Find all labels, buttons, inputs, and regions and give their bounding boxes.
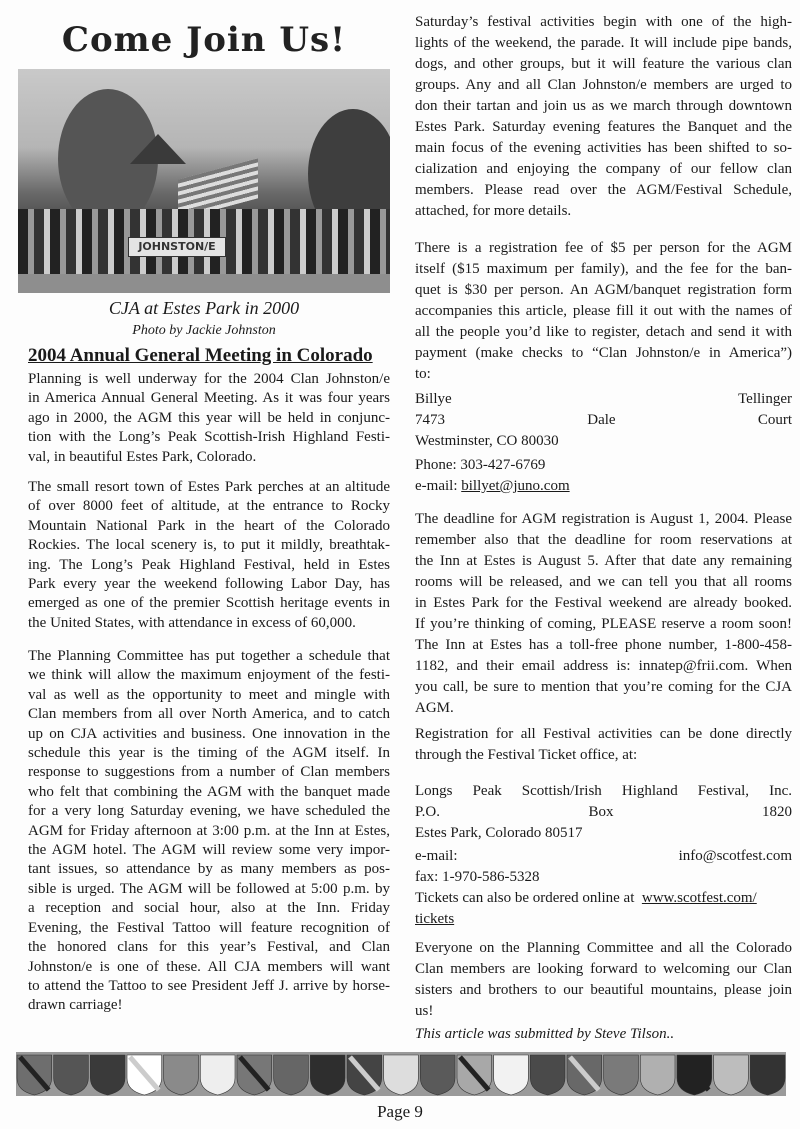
text-line: Saturday’s festival activities begin with one of the high- — [415, 14, 792, 30]
text-line: Mountain National Park in the heart of the Colorado — [28, 517, 390, 534]
text-line: The small resort town of Estes Park perches at an altitude — [28, 479, 390, 495]
clan-shield-icon — [310, 1055, 345, 1095]
text-line: who felt that combining the AGM with the banquet made — [28, 783, 390, 800]
paragraph — [28, 478, 390, 633]
text-line: There is a registration fee of $5 per person for the AGM — [415, 240, 792, 256]
text-line: the Inn at Estes is August 5. After that date any remaining — [415, 553, 792, 569]
text-line: payment (make checks to “Clan Johnston/e in America”) — [415, 345, 792, 361]
tickets-text: Tickets can also be ordered online at — [415, 890, 635, 906]
text-line: Estes Park, Colorado 80517 — [415, 825, 583, 841]
text-line: AGM. — [415, 700, 454, 716]
text-line: drawn carriage! — [28, 997, 123, 1014]
text-line: 1182, and their email address is: innatep@frii.com. When — [415, 658, 792, 674]
clan-shield-icon — [714, 1055, 749, 1095]
paragraph — [415, 509, 792, 719]
text-line: remember also that the deadline for room reservations at — [415, 532, 792, 548]
text-line: fax: 1-970-586-5328 — [415, 869, 540, 885]
photo-caption: CJA at Estes Park in 2000 — [108, 298, 300, 318]
text-line: response to suggestions from a number of Clan members — [28, 764, 390, 781]
scotfest-link[interactable]: www.scotfest.com/ — [641, 890, 757, 906]
text-line: to attend the Tattoo to see President Jeff J. arrive by horse- — [28, 977, 390, 994]
text-line: main focus of the evening activities has been shifted to so- — [415, 140, 792, 156]
paragraph — [28, 647, 390, 1016]
page-number: Page 9 — [377, 1102, 423, 1121]
text-line: AGM for Friday afternoon at 3:00 p.m. at the Inn at Estes, — [28, 822, 390, 839]
text-line — [415, 888, 792, 909]
text-line: you call, be sure to mention that you’re coming for the CJA — [415, 679, 792, 695]
text-line: Westminster, CO 80030 — [415, 433, 559, 449]
text-line: schedule this year is the timing of the AGM itself. In — [28, 745, 390, 762]
paragraph — [28, 370, 390, 467]
text-line: Clan members from all over North America, and to catch — [28, 706, 390, 723]
text-line: tant issues, so attendance by as many members as pos- — [28, 861, 390, 878]
text-line: lights of the weekend, the parade. It will include pipe bands, — [415, 35, 792, 51]
text-line: all the people you’d like to register, detach and send it with — [415, 324, 792, 340]
text-line: Longs Peak Scottish/Irish Highland Festival, Inc. — [415, 783, 792, 799]
text-line: us! — [415, 1003, 434, 1019]
text-line: Billye Tellinger — [415, 391, 792, 407]
text-line: to: — [415, 366, 431, 382]
text-line: a reception and social hour, also at the Inn. Friday — [28, 900, 390, 917]
text-line: Planning is well underway for the 2004 Clan Johnston/e — [28, 371, 390, 387]
text-line: 7473 Dale Court — [415, 412, 792, 428]
text-line: Park every year the weekend following Labor Day, has — [28, 576, 390, 593]
text-line: the United States, with attendance in excess of 60,000. — [28, 614, 356, 631]
text-line: rooms will be released, and we can tell you that all rooms — [415, 574, 792, 590]
text-line: val, in beautiful Estes Park, Colorado. — [28, 448, 257, 465]
parade-photo — [18, 69, 390, 293]
photo-credit: Photo by Jackie Johnston — [132, 323, 276, 338]
clan-shield-icon — [274, 1055, 309, 1095]
text-line: members. Please read over the AGM/Festival Schedule, — [415, 182, 792, 198]
text-line: Phone: 303-427-6769 — [415, 457, 546, 473]
text-line: Evening, the Festival Tattoo will feature recognition of — [28, 919, 390, 936]
text-line: quet is $30 per person. An AGM/banquet registration form — [415, 282, 792, 298]
johnston-banner: JOHNSTON/E — [128, 237, 226, 257]
text-line: Everyone on the Planning Committee and all the Colorado — [415, 940, 792, 956]
paragraph — [415, 938, 792, 1022]
clan-shield-icon — [604, 1055, 639, 1095]
page-title: Come Join Us! — [61, 20, 347, 60]
clan-shield-icon — [164, 1055, 199, 1095]
text-line: groups. Any and all Clan Johnston/e members are urged to — [415, 77, 792, 93]
paragraph — [415, 846, 792, 888]
text-line: attached, for more details. — [415, 203, 572, 219]
text-line: in America Annual General Meeting. As it was four years — [28, 390, 390, 407]
text-line: we think will allow the maximum enjoyment of the festi- — [28, 667, 390, 684]
text-line: val as well as the opportunity to meet and mingle with — [28, 686, 390, 703]
text-line: If you’re thinking of coming, PLEASE reserve a room soon! — [415, 616, 792, 632]
text-line: sisters and brothers to our beautiful mountains, please join — [415, 982, 792, 998]
text-line: in Estes Park for the Festival weekend are already booked. — [415, 595, 792, 611]
clan-shield-icon — [530, 1055, 565, 1095]
text-line: the honored clans for this year’s Festival, and Clan — [28, 939, 390, 956]
scotfest-link-cont[interactable]: tickets — [415, 911, 455, 927]
text-line: Rockies. The local scenery is, to put it mildly, breathtak- — [28, 537, 390, 554]
clan-shield-icon — [640, 1055, 675, 1095]
clan-shield-icon — [420, 1055, 455, 1095]
text-line: Estes Park. Saturday evening features the Banquet and the — [415, 119, 792, 135]
text-line: Clan members are looking forward to welcoming our Clan — [415, 961, 792, 977]
text-line: The deadline for AGM registration is August 1, 2004. Please — [415, 511, 792, 527]
text-line: ago in 2000, the AGM this year will be held in conjunc- — [28, 409, 390, 426]
clan-shield-icon — [494, 1055, 529, 1095]
clan-shield-icon — [200, 1055, 235, 1095]
text-line: accompanies this article, please fill it out with the names of — [415, 303, 792, 319]
email-line — [415, 476, 792, 497]
text-line: dogs, and other groups, but it will feature the various clan — [415, 56, 792, 72]
text-line: through the Festival Ticket office, at: — [415, 747, 638, 763]
text-line: cialization and enjoying the company of our fellow clan — [415, 161, 792, 177]
clan-shield-icon — [750, 1055, 785, 1095]
clan-shield-icon — [54, 1055, 89, 1095]
clan-shield-icon — [384, 1055, 419, 1095]
text-line: Johnston/e is one of these. All CJA members will want — [28, 958, 390, 975]
clan-shields-banner — [16, 1052, 786, 1096]
text-line: P.O. Box 1820 — [415, 804, 792, 820]
text-line — [415, 909, 792, 930]
text-line: don their tartan and join us as we march through downtown — [415, 98, 792, 114]
paragraph — [415, 455, 792, 476]
email-link[interactable]: billyet@juno.com — [461, 478, 570, 494]
paragraph — [415, 238, 792, 385]
text-line: Registration for all Festival activities can be done directly — [415, 726, 792, 742]
article-heading: 2004 Annual General Meeting in Colorado — [28, 345, 373, 366]
text-line: for a very long Saturday evening, we have scheduled the — [28, 803, 390, 820]
text-line: of over 8000 feet of altitude, at the entrance to Rocky — [28, 498, 390, 515]
clan-shield-icon — [90, 1055, 125, 1095]
text-line: The Planning Committee has put together a schedule that — [28, 648, 390, 664]
tickets-line — [415, 888, 792, 930]
paragraph — [415, 12, 792, 222]
text-line: ing. The Long’s Peak Highland Festival, held in Estes — [28, 556, 390, 573]
text-line: up on CJA activities and business. One innovation in the — [28, 725, 390, 742]
text-line: sible is urged. The AGM will be followed at 5:00 p.m. by — [28, 880, 390, 897]
paragraph — [415, 781, 792, 844]
paragraph — [415, 389, 792, 452]
text-line: e-mail: info@scotfest.com — [415, 848, 792, 864]
text-line: itself ($15 maximum per family), and the fee for the ban- — [415, 261, 792, 277]
paragraph — [415, 724, 792, 766]
submitted-by: This article was submitted by Steve Tilson.. — [415, 1026, 675, 1042]
text-line: The Inn at Estes has a toll-free phone number, 1-800-458- — [415, 637, 792, 653]
photo-street — [18, 274, 390, 293]
text-line: tion with the Long’s Peak Scottish-Irish Highland Festi- — [28, 429, 390, 446]
text-line: the AGM hotel. The AGM will review some very impor- — [28, 842, 390, 859]
text-line: emerged as one of the premier Scottish heritage events in — [28, 595, 390, 612]
email-label: e-mail: — [415, 478, 462, 494]
